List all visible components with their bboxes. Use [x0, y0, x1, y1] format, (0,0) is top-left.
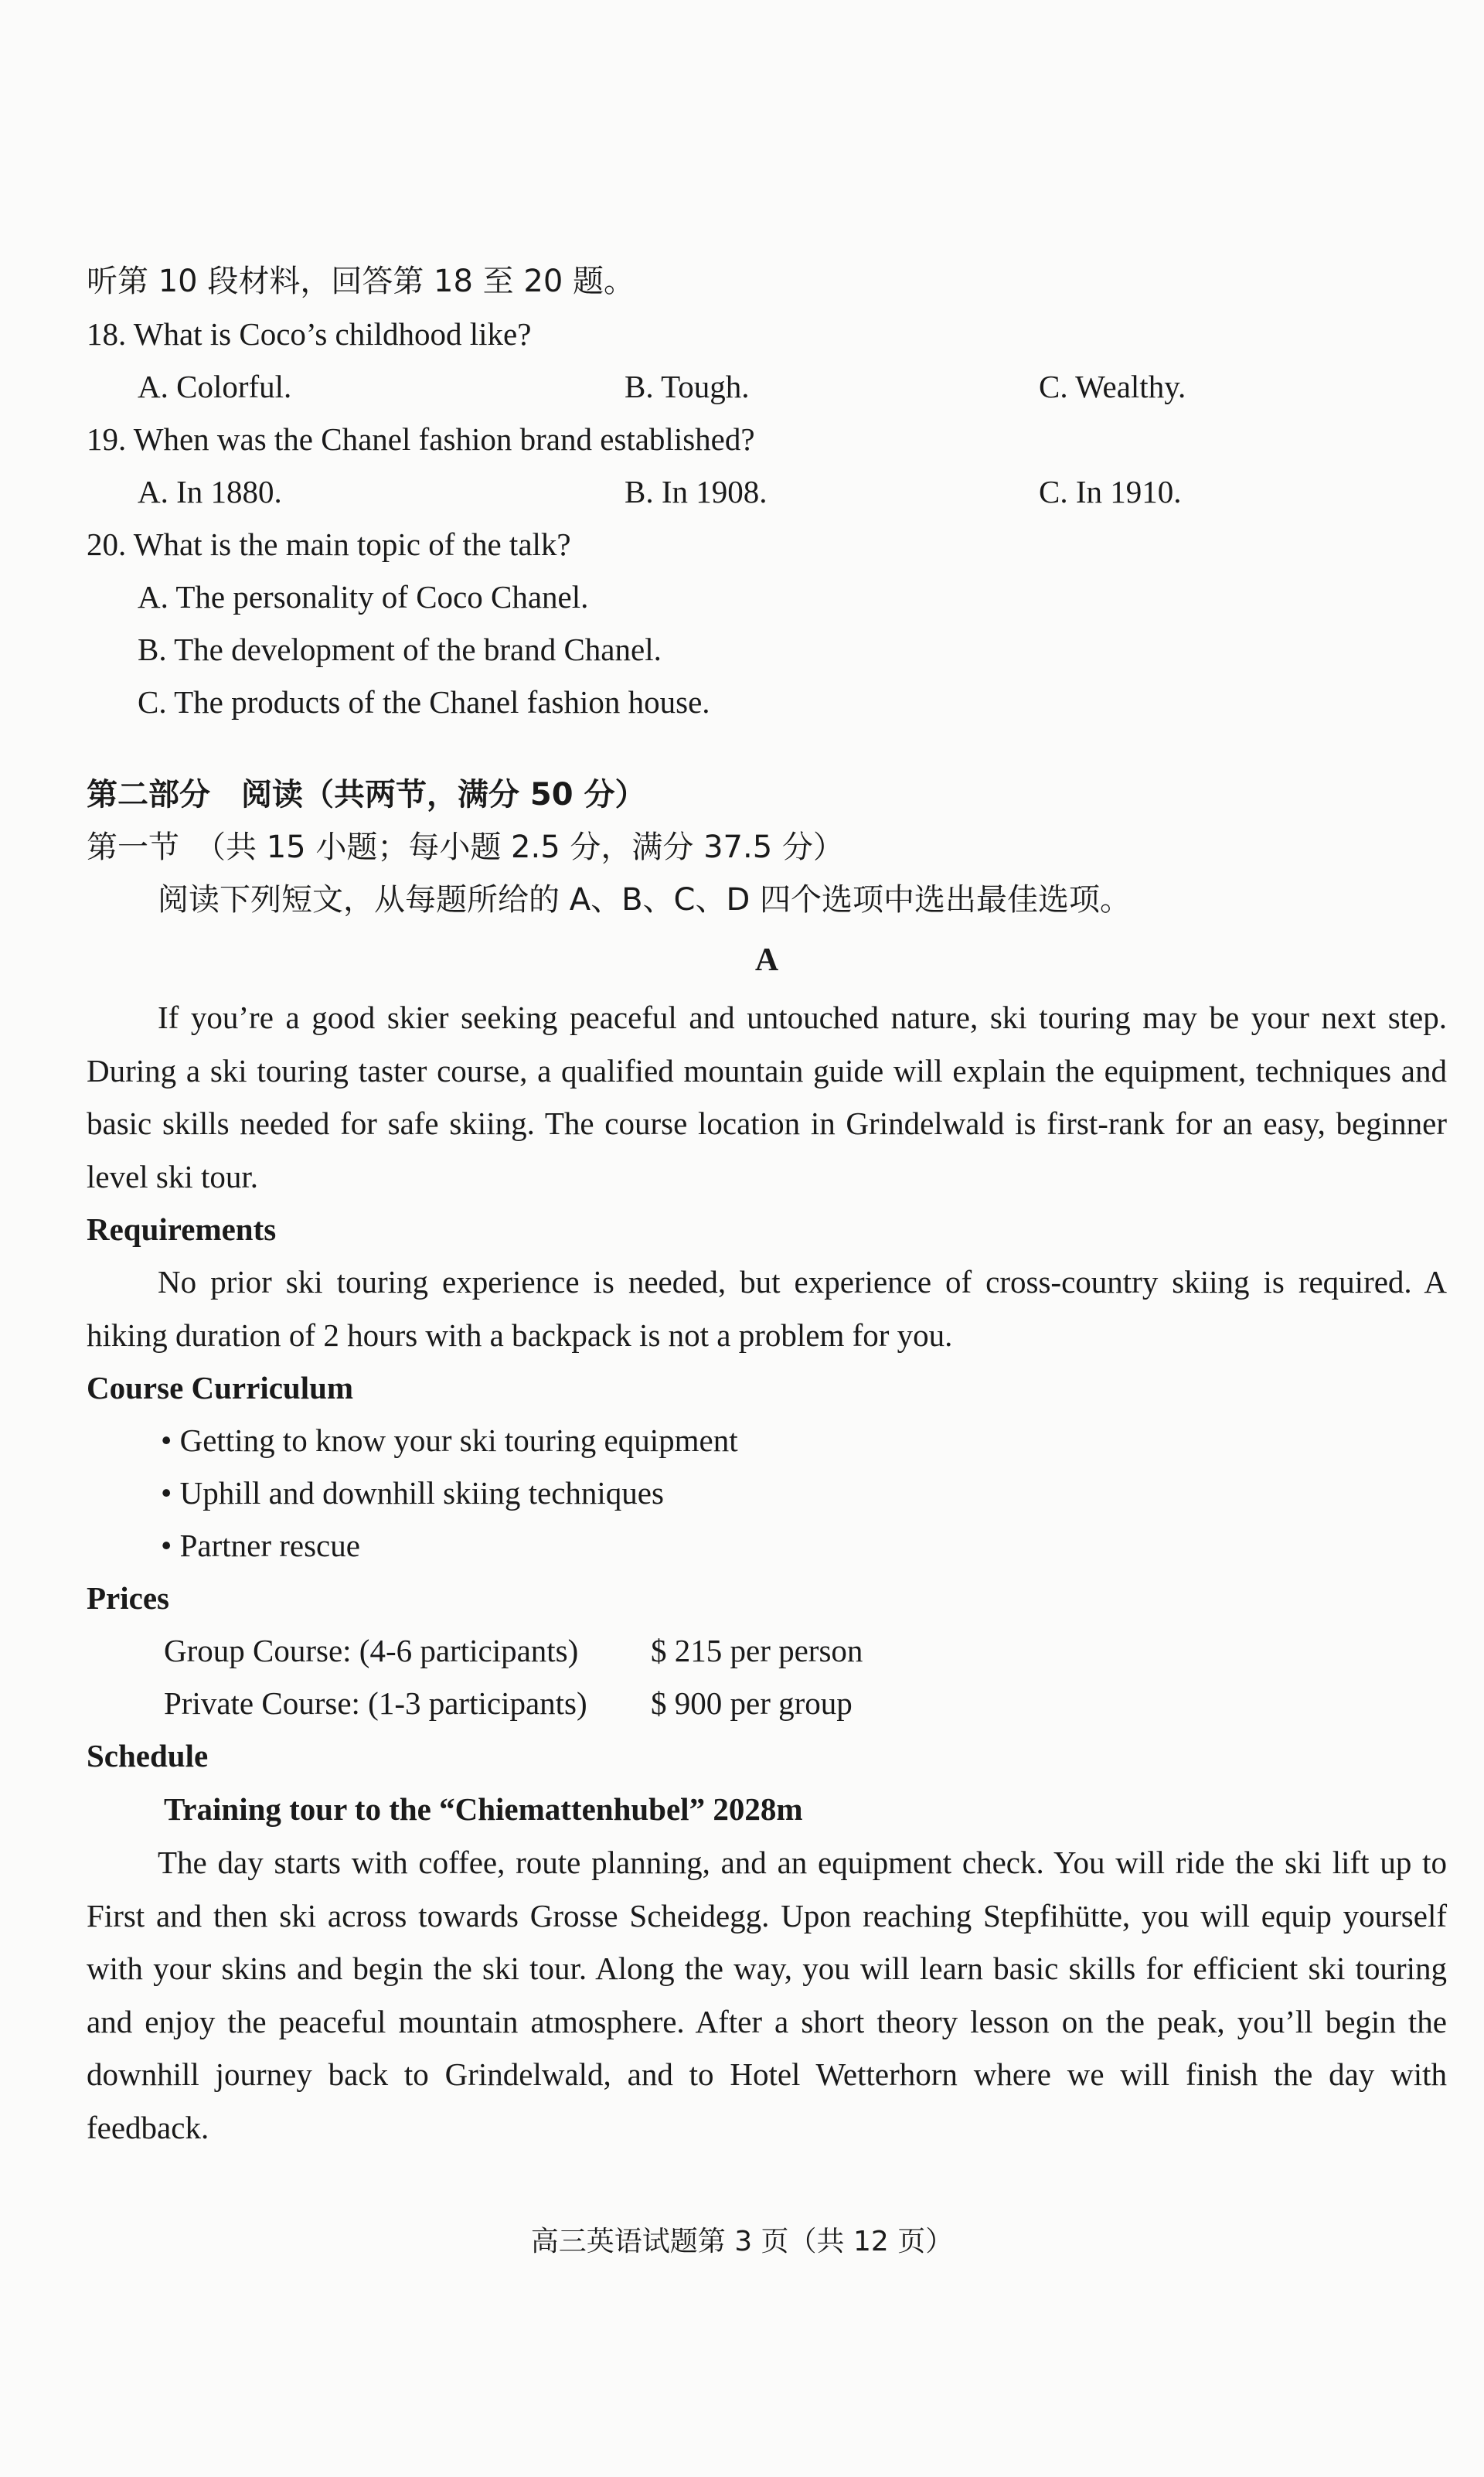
curriculum-item: • Getting to know your ski touring equipment: [161, 1422, 738, 1458]
course-name: Private Course: (1-3 participants): [164, 1685, 587, 1721]
option-b: B. In 1908.: [625, 474, 768, 509]
passage-intro: If you’re a good skier seeking peaceful and untouched nature, ski touring may be your next step. During a ski touring taster course, a qualified mountain guide will explain the equipment, techniques and basic skills needed for safe skiing. The course location in Grindelwald is first-rank for an easy, beginner level ski tour.: [87, 1000, 1447, 1194]
option-a: A. Colorful.: [138, 369, 292, 404]
question-20: 20. What is the main topic of the talk?: [87, 526, 571, 562]
price-row-group: [87, 1624, 1447, 1677]
reading-instruction: 阅读下列短文，从每题所给的 A、B、C、D 四个选项中选出最佳选项。: [158, 882, 1131, 918]
schedule-heading: Schedule: [87, 1738, 209, 1773]
option-c: C. The products of the Chanel fashion house.: [138, 684, 710, 720]
spacer: [87, 728, 1447, 768]
page-footer: 高三英语试题第 3 页（共 12 页）: [530, 2226, 954, 2257]
question-18-options: [87, 360, 1447, 413]
option-a: A. The personality of Coco Chanel.: [138, 579, 589, 615]
requirements-text: No prior ski touring experience is needed, but experience of cross-country skiing is required. A hiking duration of 2 hours with a backpack is not a problem for you.: [87, 1264, 1447, 1353]
option-a: A. In 1880.: [138, 474, 282, 509]
question-18: 18. What is Coco’s childhood like?: [87, 316, 532, 352]
question-19-options: [87, 465, 1447, 518]
schedule-text: The day starts with coffee, route planning, and an equipment check. You will ride the ski lift up to First and then ski across towards Grosse Scheidegg. Upon reaching Stepfihütte, you will equip yourself with your skins and begin the ski tour. Along the way, you will learn basic skills for efficient ski touring and enjoy the peaceful mountain atmosphere. After a short theory lesson on the peak, you’ll begin the downhill journey back to Grindelwald, and to Hotel Wetterhorn where we will finish the day with feedback.: [87, 1845, 1447, 2145]
page-content: [87, 255, 1447, 2154]
option-b: B. The development of the brand Chanel.: [138, 632, 662, 667]
price-row-private: [87, 1677, 1447, 1729]
question-19: 19. When was the Chanel fashion brand established?: [87, 421, 755, 457]
schedule-subheading: Training tour to the “Chiemattenhubel” 2028m: [164, 1791, 803, 1827]
course-price: $ 215 per person: [651, 1633, 863, 1668]
prices-heading: Prices: [87, 1580, 169, 1616]
requirements-heading: Requirements: [87, 1211, 277, 1247]
course-price: $ 900 per group: [651, 1685, 853, 1721]
passage-label: A: [754, 942, 779, 978]
option-c: C. In 1910.: [1039, 474, 1182, 509]
course-name: Group Course: (4-6 participants): [164, 1633, 579, 1668]
option-b: B. Tough.: [625, 369, 750, 404]
part2-title: 第二部分 阅读（共两节，满分 50 分）: [87, 777, 646, 813]
curriculum-heading: Course Curriculum: [87, 1370, 354, 1405]
option-c: C. Wealthy.: [1039, 369, 1186, 404]
section1-title: 第一节 （共 15 小题；每小题 2.5 分，满分 37.5 分）: [87, 830, 844, 865]
curriculum-item: • Uphill and downhill skiing techniques: [161, 1475, 664, 1511]
curriculum-item: • Partner rescue: [161, 1528, 360, 1563]
listening-instruction: 听第 10 段材料，回答第 18 至 20 题。: [87, 264, 635, 299]
